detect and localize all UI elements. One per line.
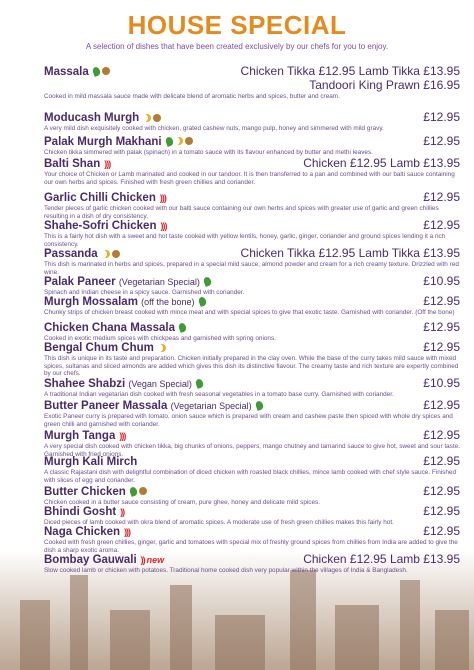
dish-description: Your choice of Chicken or Lamb marinated and cooked in our tandoor. It is then transferred to a pan and combined with our balti sauce containing our own herbs and spices. Finished with fresh green chillies and coriander. <box>44 171 455 186</box>
dish-name <box>44 554 164 566</box>
dish-icons <box>179 323 186 332</box>
dish-header-row <box>44 218 460 232</box>
dish-name-text: Butter Paneer Massala <box>44 400 168 412</box>
menu-title: HOUSE SPECIAL <box>127 10 347 40</box>
vegetarian-leaf-icon <box>128 487 138 498</box>
dish-item <box>44 398 460 428</box>
dish-description: A traditional Indian vegetarian dish cooked with fresh seasonal vegetables in a tomato base curry. Garnished with coriander. <box>44 391 394 398</box>
dish-description: Chicken tikka simmered with palak (spinach) in a tomato sauce with its flavour enhanced by butter and methi leaves. <box>44 149 373 156</box>
dish-item <box>44 376 460 398</box>
dish-item <box>44 428 460 458</box>
dish-item <box>44 218 460 246</box>
dish-name <box>44 456 141 468</box>
dish-price: £10.95 <box>423 376 460 390</box>
dish-name-text: Bengal Chum Chum <box>44 342 154 354</box>
dish-description: This dish is unique in its taste and preparation. Chicken initially prepared in the clay oven. While the base of the curry takes mild sauce with mixed spices, sultanas and sliced almonds are added which gives this dish its distinctive flavour. The creamy taste and rich texture are expertly combined by our chefs. <box>44 355 459 378</box>
vegetarian-leaf-icon <box>178 323 188 334</box>
dish-header-row <box>44 64 460 78</box>
dish-name <box>44 430 125 442</box>
dish-list <box>44 64 460 574</box>
dish-icons <box>166 137 193 146</box>
vegetarian-leaf-icon <box>164 137 174 148</box>
dish-description: Cooked in mild massala sauce made with delicate blend of aromatic herbs and spices, butter and cream. <box>44 93 340 100</box>
dish-description: Tender pieces of garlic chicken cooked with our balti sauce containing our own herbs and spices with greater use of garlic and green chillies resulting in a dish of dry consistency. <box>44 205 439 220</box>
dish-extra-price: Tandoori King Prawn £16.95 <box>309 78 460 92</box>
dish-header-row <box>44 156 460 170</box>
mild-crescent-icon <box>158 344 166 352</box>
dish-item <box>44 246 460 274</box>
dish-description: Chicken cooked in a butter sauce consisting of cream, pure ghee, honey and delicate mild spices. <box>44 499 321 506</box>
dish-name-text: Bombay Gauwali <box>44 554 137 566</box>
dish-icons <box>204 277 211 286</box>
dish-name <box>44 136 193 148</box>
dish-name <box>44 400 263 412</box>
dish-price: £12.95 <box>423 454 460 468</box>
dish-item <box>44 110 460 134</box>
dish-icons <box>119 431 125 441</box>
dish-note: (Vegetarian Special) <box>170 401 252 411</box>
dish-description: A very special dish cooked with chicken tikka, big chunks of onions, peppers, mango chutney and tamarind sauce to give hot, sweet and sour taste. Garnished with fried onions. <box>44 443 460 458</box>
dish-icons <box>160 193 166 203</box>
dish-price: £12.95 <box>423 524 460 538</box>
dish-name-text: Butter Chicken <box>44 486 126 498</box>
dish-name-text: Moducash Murgh <box>44 112 140 124</box>
dish-price: £12.95 <box>423 504 460 518</box>
dish-header-row <box>44 552 460 566</box>
dish-item <box>44 294 460 320</box>
nut-icon <box>139 487 147 495</box>
dish-name-text: Murgh Mossalam <box>44 296 138 308</box>
dish-item <box>44 190 460 218</box>
vegetarian-leaf-icon <box>203 277 213 288</box>
dish-description: Diced pieces of lamb cooked with okra blend of aromatic spices. A moderate use of fresh green chillies makes this fairly hot. <box>44 519 394 526</box>
dish-item <box>44 454 460 484</box>
dish-header-row <box>44 454 460 468</box>
dish-item <box>44 504 460 524</box>
dish-item <box>44 134 460 156</box>
dish-price: Chicken £12.95 Lamb £13.95 <box>303 156 460 170</box>
dish-header-row <box>44 246 460 260</box>
dish-item <box>44 320 460 340</box>
vegetarian-leaf-icon <box>91 67 101 78</box>
chilli-hot-icon: ))) <box>124 526 131 537</box>
dish-header-row <box>44 428 460 442</box>
dish-header-row <box>44 398 460 412</box>
chilli-hot-icon: ))) <box>160 220 167 231</box>
vegetarian-leaf-icon <box>254 401 264 412</box>
dish-description: Cooked in exotic medium spices with chickpeas and garnished with spring onions. <box>44 335 276 342</box>
dish-name <box>44 192 166 204</box>
vegetarian-leaf-icon <box>195 379 205 390</box>
dish-name-text: Palak Murgh Makhani <box>44 136 162 148</box>
dish-name <box>44 158 110 170</box>
dish-icons <box>199 297 206 306</box>
dish-name-text: Massala <box>44 66 89 78</box>
dish-price: £12.95 <box>423 428 460 442</box>
dish-name <box>44 378 203 390</box>
dish-header-row <box>44 274 460 288</box>
dish-name <box>44 296 206 308</box>
dish-name-text: Chicken Chana Massala <box>44 322 176 334</box>
nut-icon <box>153 114 161 122</box>
dish-item <box>44 524 460 552</box>
dish-price: Chicken Tikka £12.95 Lamb Tikka £13.95 <box>240 246 460 260</box>
dish-name <box>44 248 120 260</box>
dish-header-row <box>44 110 460 124</box>
dish-header-row <box>44 376 460 390</box>
dish-header-row <box>44 320 460 334</box>
nut-icon <box>185 137 193 145</box>
dish-header-row <box>44 340 460 354</box>
dish-name-text: Palak Paneer <box>44 276 116 288</box>
dish-price: £12.95 <box>423 110 460 124</box>
dish-description: Slow cooked lamb or chicken with potatoes. Traditional home cooked dish very popular within the villages of India & Bangladesh. <box>44 567 408 574</box>
dish-header-row <box>44 524 460 538</box>
dish-name <box>44 220 166 232</box>
dish-name-text: Murgh Tanga <box>44 430 116 442</box>
dish-note: (Vegan Special) <box>128 379 192 389</box>
dish-icons <box>104 159 110 169</box>
dish-name <box>44 112 161 124</box>
dish-icons <box>102 250 120 258</box>
chilli-hot-icon: ))) <box>104 158 111 169</box>
dish-icons <box>143 114 161 122</box>
dish-price: £12.95 <box>423 398 460 412</box>
dish-name-text: Bhindi Gosht <box>44 506 117 518</box>
menu-subtitle: A selection of dishes that have been created exclusively by our chefs for you to enjoy. <box>85 42 389 51</box>
dish-icons <box>256 401 263 410</box>
chilli-hot-icon: ))) <box>159 192 166 203</box>
new-tag: new <box>146 554 165 565</box>
dish-icons <box>120 507 124 517</box>
dish-name <box>44 342 166 354</box>
dish-name <box>44 506 124 518</box>
dish-price: £12.95 <box>423 134 460 148</box>
dish-name-text: Shahee Shabzi <box>44 378 126 390</box>
dish-note: (off the bone) <box>141 297 195 307</box>
dish-description: A very mild dish exquisitely cooked with chicken, grated cashew nuts, mango pulp, honey and simmered with mild gravy. <box>44 125 384 132</box>
dish-item <box>44 484 460 504</box>
dish-item <box>44 274 460 294</box>
dish-price: £12.95 <box>423 294 460 308</box>
dish-price: £12.95 <box>423 484 460 498</box>
dish-name-text: Murgh Kali Mirch <box>44 456 138 468</box>
dish-icons <box>124 527 130 537</box>
dish-icons <box>196 379 203 388</box>
dish-name-text: Shahe-Sofri Chicken <box>44 220 157 232</box>
dish-description: Chunky strips of chicken breast cooked with mince meat and with special spices to give that exotic taste. Garnished with coriander. (Off the bone) <box>44 309 455 316</box>
dish-name <box>44 322 186 334</box>
dish-note: (Vegetarian Special) <box>118 277 200 287</box>
chilli-hot-icon: )) <box>140 554 145 565</box>
chilli-hot-icon: )) <box>120 506 125 517</box>
dish-price: Chicken £12.95 Lamb £13.95 <box>303 552 460 566</box>
dish-icons <box>130 487 147 496</box>
mild-crescent-icon <box>143 114 151 122</box>
dish-item <box>44 340 460 376</box>
dish-item <box>44 64 460 110</box>
dish-price: £12.95 <box>423 320 460 334</box>
dish-price: £12.95 <box>423 218 460 232</box>
dish-header-row <box>44 134 460 148</box>
dish-icons <box>141 555 165 565</box>
dish-description: Spinach and Indian cheese in a spicy sauce. Garnished with coriander. <box>44 289 245 296</box>
dish-header-row <box>44 294 460 308</box>
dish-item <box>44 156 460 190</box>
dish-name-text: Garlic Chilli Chicken <box>44 192 156 204</box>
dish-price: £12.95 <box>423 190 460 204</box>
dish-name-text: Naga Chicken <box>44 526 121 538</box>
nut-icon <box>112 250 120 258</box>
dish-name-text: Balti Shan <box>44 158 101 170</box>
vegetarian-leaf-icon <box>197 297 207 308</box>
chilli-hot-icon: ))) <box>119 430 126 441</box>
dish-icons <box>93 67 110 76</box>
dish-description: A classic Rajastani dish with delightful combination of diced chicken with roasted black chillies, mince lamb cooked with chef style sauce. Finished with slices of egg and coriander. <box>44 469 457 484</box>
dish-name <box>44 276 211 288</box>
dish-header-row <box>44 504 460 518</box>
dish-description: Cooked with fresh green chillies, ginger, garlic and tomatoes with special mix of freshly ground spices from chillies from India are added to give the dish a sharp exotic aroma. <box>44 539 458 554</box>
mild-crescent-icon <box>102 250 110 258</box>
dish-name <box>44 486 147 498</box>
menu-header <box>0 10 474 51</box>
dish-name <box>44 526 130 538</box>
dish-description: This dish is marinated in herbs and spices, prepared in a special mild sauce, almond powder and cream for a rich creamy texture. Drizzled with red wine. <box>44 261 459 276</box>
dish-name <box>44 66 110 78</box>
dish-header-row <box>44 190 460 204</box>
dish-item <box>44 552 460 574</box>
dish-description: This is a fairly hot dish with a sweet and hot taste cooked with yellow lentils, honey, garlic, ginger, coriander and ground spices lending it a rich consistency. <box>44 233 446 248</box>
dish-icons <box>158 344 166 352</box>
dish-price: £12.95 <box>423 340 460 354</box>
mild-crescent-icon <box>175 137 183 145</box>
dish-price: Chicken Tikka £12.95 Lamb Tikka £13.95 <box>240 64 460 78</box>
dish-icons <box>160 221 166 231</box>
nut-icon <box>102 67 110 75</box>
dish-description: Exotic Paneer curry is prepared with tomato, onion sauce which is prepared with cream and cashew paste then spiced with whole dry spices and green chilli and garnished with coriander. <box>44 413 453 428</box>
dish-price: £10.95 <box>423 274 460 288</box>
dish-name-text: Passanda <box>44 248 98 260</box>
dish-header-row <box>44 484 460 498</box>
